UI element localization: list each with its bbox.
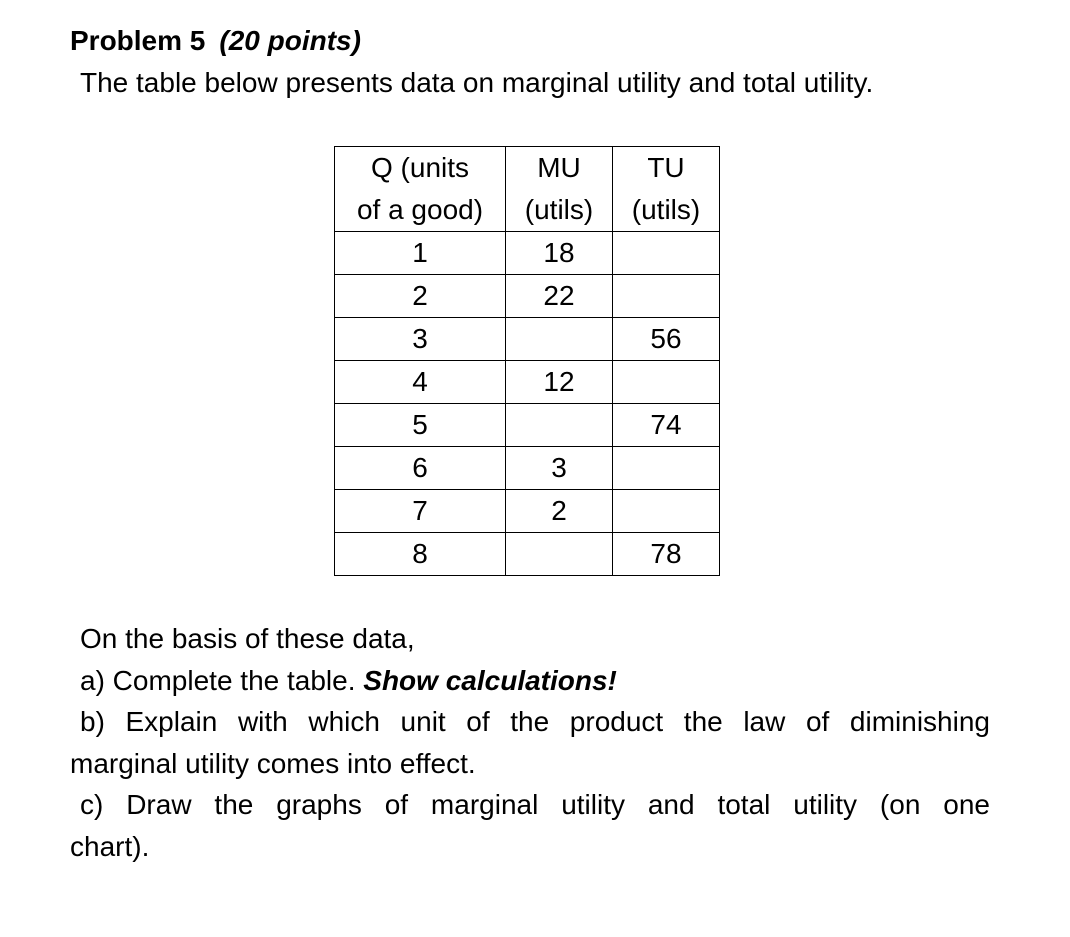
cell-q: 3 [335,318,506,361]
cell-mu: 22 [506,275,613,318]
cell-mu: 3 [506,447,613,490]
question-a-text: a) Complete the table. [80,664,364,696]
header-tu-line1: TU [647,152,685,183]
cell-q: 4 [335,361,506,404]
utility-table [334,146,720,576]
question-c-line1: c) Draw the graphs of marginal utility and total utility (on one [80,789,990,820]
header-mu [506,147,613,232]
table-row [335,533,720,576]
cell-mu [506,533,613,576]
cell-tu [613,275,720,318]
table-row [335,361,720,404]
header-mu-line1: MU [537,152,581,183]
cell-tu: 78 [613,533,720,576]
problem-title: Problem 5 [70,25,206,56]
question-b-line1: b) Explain with which unit of the product the law of diminishing [80,706,990,737]
table-header-row [335,147,720,232]
cell-q: 7 [335,490,506,533]
header-mu-line2: (utils) [524,194,594,225]
table-row [335,232,720,275]
cell-q: 5 [335,404,506,447]
problem-heading [70,25,361,57]
cell-tu: 56 [613,318,720,361]
cell-mu [506,318,613,361]
questions-block [70,618,990,867]
cell-q: 2 [335,275,506,318]
cell-tu [613,490,720,533]
header-tu [613,147,720,232]
table-row [335,318,720,361]
question-b-line2: marginal utility comes into effect. [70,747,476,779]
table-row [335,404,720,447]
problem-points: (20 points) [219,25,361,56]
table-row [335,447,720,490]
question-a [70,660,990,702]
question-a-emphasis: Show calculations! [363,664,617,696]
cell-mu [506,404,613,447]
cell-q: 1 [335,232,506,275]
questions-lead: On the basis of these data, [80,623,415,654]
cell-mu: 12 [506,361,613,404]
cell-mu: 2 [506,490,613,533]
intro-text: The table below presents data on marginal utility and total utility. [80,67,874,98]
cell-mu: 18 [506,232,613,275]
cell-tu [613,447,720,490]
cell-tu [613,361,720,404]
table-row [335,490,720,533]
question-c-line2: chart). [70,830,150,862]
cell-tu [613,232,720,275]
table-row [335,275,720,318]
cell-q: 6 [335,447,506,490]
cell-q: 8 [335,533,506,576]
header-q-line2: of a good) [356,194,484,225]
header-q-line1: Q (units [370,152,470,183]
cell-tu: 74 [613,404,720,447]
header-tu-line2: (utils) [631,194,701,225]
header-q [335,147,506,232]
